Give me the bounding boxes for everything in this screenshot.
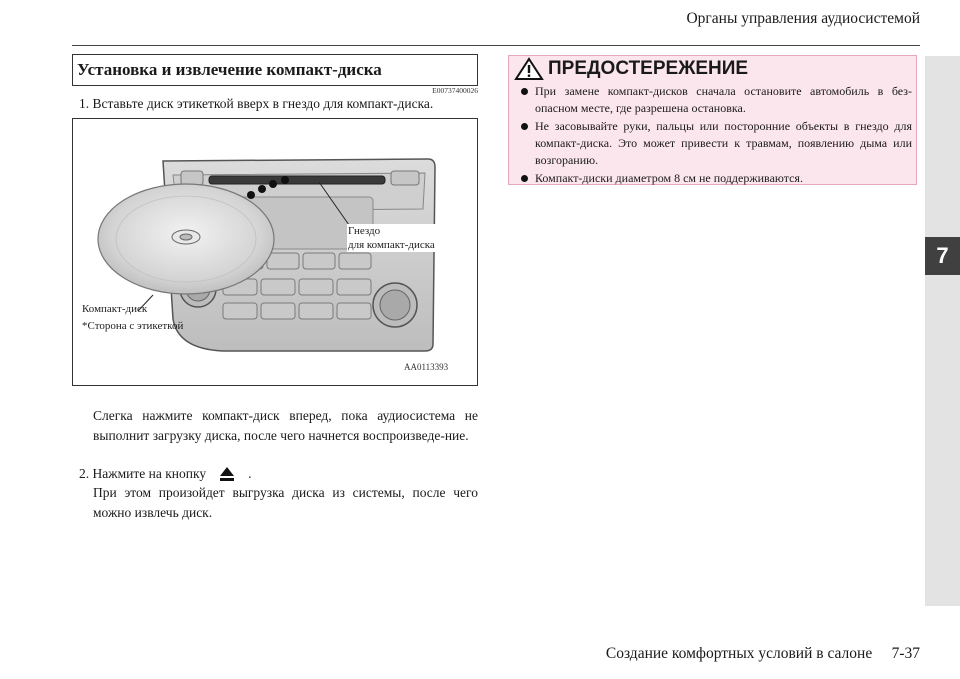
disc-label: Компакт-диск xyxy=(82,303,148,315)
step-1-description: Слегка нажмите компакт-диск вперед, пока аудиосистема не выполнит загрузку диска, после чего начнется воспроизведе-ние. xyxy=(93,408,478,443)
section-code: E00737400026 xyxy=(432,86,478,95)
slot-label-line1: Гнездо xyxy=(347,224,455,238)
figure-code: AA0113393 xyxy=(404,362,449,372)
header-divider xyxy=(72,45,920,46)
page-footer: Создание комфортных условий в салоне 7-37 xyxy=(605,645,920,662)
disc-callout xyxy=(82,301,212,335)
step-1: 1. Вставьте диск этикеткой вверх в гнездо для компакт-диска. xyxy=(79,96,434,111)
page-header-title: Органы управления аудиосистемой xyxy=(686,10,920,27)
warning-item: Не засовывайте руки, пальцы или посторонние объекты в гнездо для компакт-диска. Это может привести к травмам, появлению дыма или возгоранию. xyxy=(518,118,912,169)
step-2-description: При этом произойдет выгрузка диска из системы, после чего можно извлечь диск. xyxy=(93,485,478,520)
cd-insertion-figure xyxy=(72,118,478,386)
warning-triangle-icon xyxy=(514,57,544,81)
step-2-text: 2. Нажмите на кнопку xyxy=(79,466,207,481)
label-side-note: *Сторона с этикеткой xyxy=(82,320,184,332)
slot-label-line2: для компакт-диска xyxy=(347,238,455,252)
step-2 xyxy=(79,465,479,483)
warning-header xyxy=(508,55,917,83)
warning-title: ПРЕДОСТЕРЕЖЕНИЕ xyxy=(548,58,749,79)
warning-item: При замене компакт-дисков сначала остановите автомобиль в без-опасном месте, где разрешена остановка. xyxy=(518,83,912,117)
chapter-tab: 7 xyxy=(925,237,960,275)
eject-icon xyxy=(212,465,242,483)
slot-callout xyxy=(347,224,455,252)
section-title: Установка и извлечение компакт-диска xyxy=(72,54,478,86)
warning-list xyxy=(518,83,912,188)
warning-item: Компакт-диски диаметром 8 см не поддерживаются. xyxy=(518,170,912,187)
cd-player-illustration xyxy=(73,119,477,385)
side-chapter-strip xyxy=(925,56,960,606)
step-2-period: . xyxy=(248,466,252,481)
